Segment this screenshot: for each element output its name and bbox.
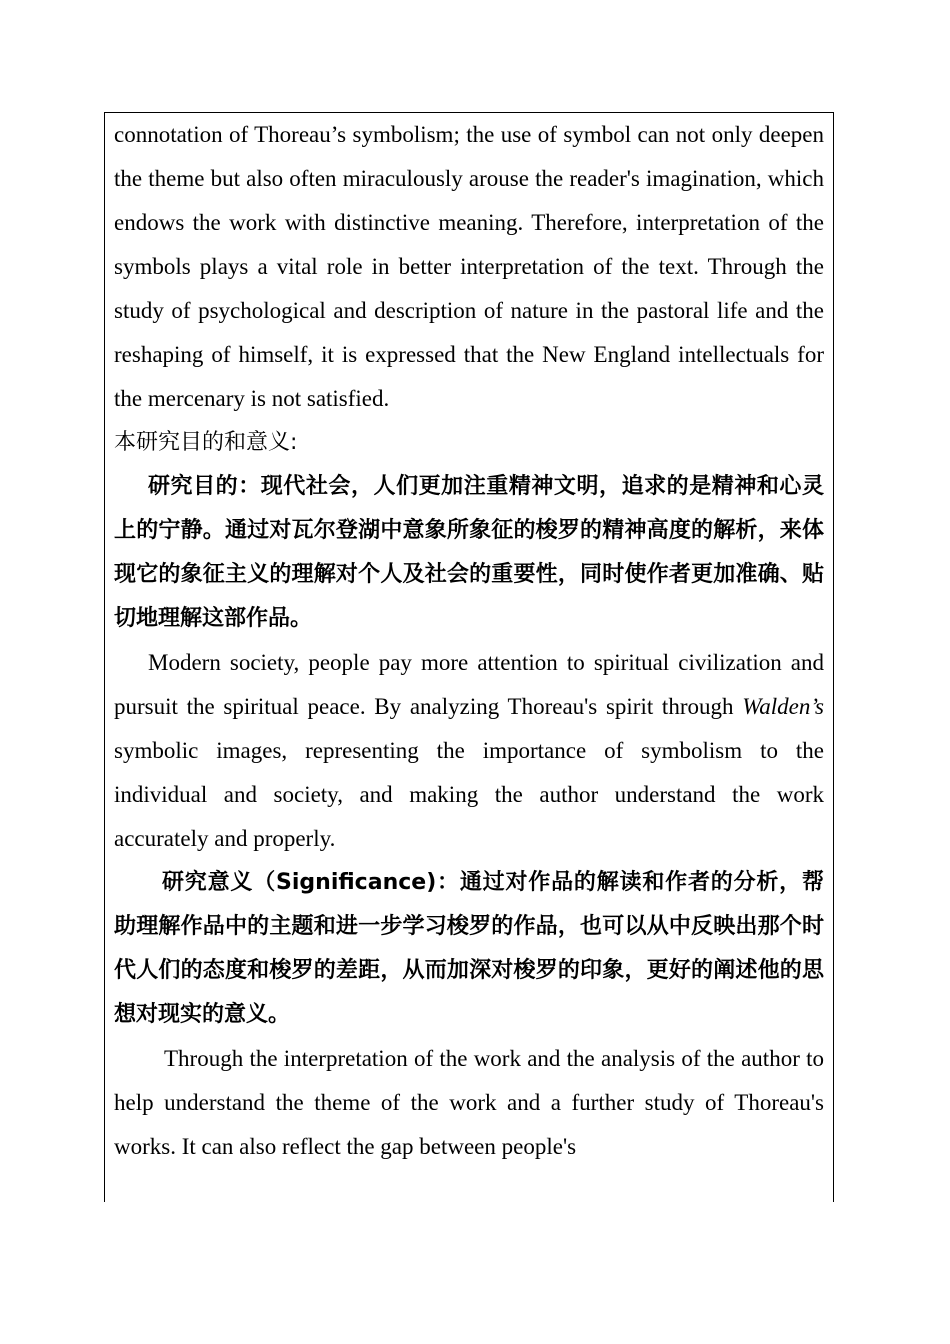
purpose-paragraph-cn: 研究目的：现代社会，人们更加注重精神文明，追求的是精神和心灵上的宁静。通过对瓦尔登湖中意象所象征的梭罗的精神高度的解析，来体现它的象征主义的理解对个人及社会的重要性，同时使作者更加准确、贴切地理解这部作品。 — [114, 474, 824, 631]
significance-paragraph-cn: 研究意义（Significance)：通过对作品的解读和作者的分析，帮助理解作品中的主题和进一步学习梭罗的作品，也可以从中反映出那个时代人们的态度和梭罗的差距，从而加深对梭罗的印象，更好的阐述他的思想对现实的意义。 — [114, 870, 824, 1027]
purpose-text-before: Modern society, people pay more attention to spiritual civilization and pursuit the spiritual peace. By analyzing Thoreau's spirit through — [114, 650, 824, 719]
walden-title-italic: Walden’s — [742, 694, 824, 719]
cell-content — [114, 113, 824, 1169]
purpose-paragraph-en — [114, 641, 824, 861]
significance-paragraph-en: Through the interpretation of the work and the analysis of the author to help understand the theme of the work and a further study of Thoreau's works. It can also reflect the gap between people's — [114, 1046, 824, 1159]
intro-paragraph-en: connotation of Thoreau’s symbolism; the use of symbol can not only deepen the theme but also often miraculously arouse the reader's imagination, which endows the work with distinctive meaning. Therefore, interpretation of the symbols plays a vital role in better interpretation of the text. Through the study of psychological and description of nature in the pastoral life and the reshaping of himself, it is expressed that the New England intellectuals for the mercenary is not satisfied. — [114, 122, 824, 411]
purpose-significance-heading: 本研究目的和意义: — [114, 430, 298, 455]
table-cell-frame — [104, 112, 834, 1202]
purpose-text-after: symbolic images, representing the importance of symbolism to the individual and society, and making the author understand the work accurately and properly. — [114, 738, 824, 851]
